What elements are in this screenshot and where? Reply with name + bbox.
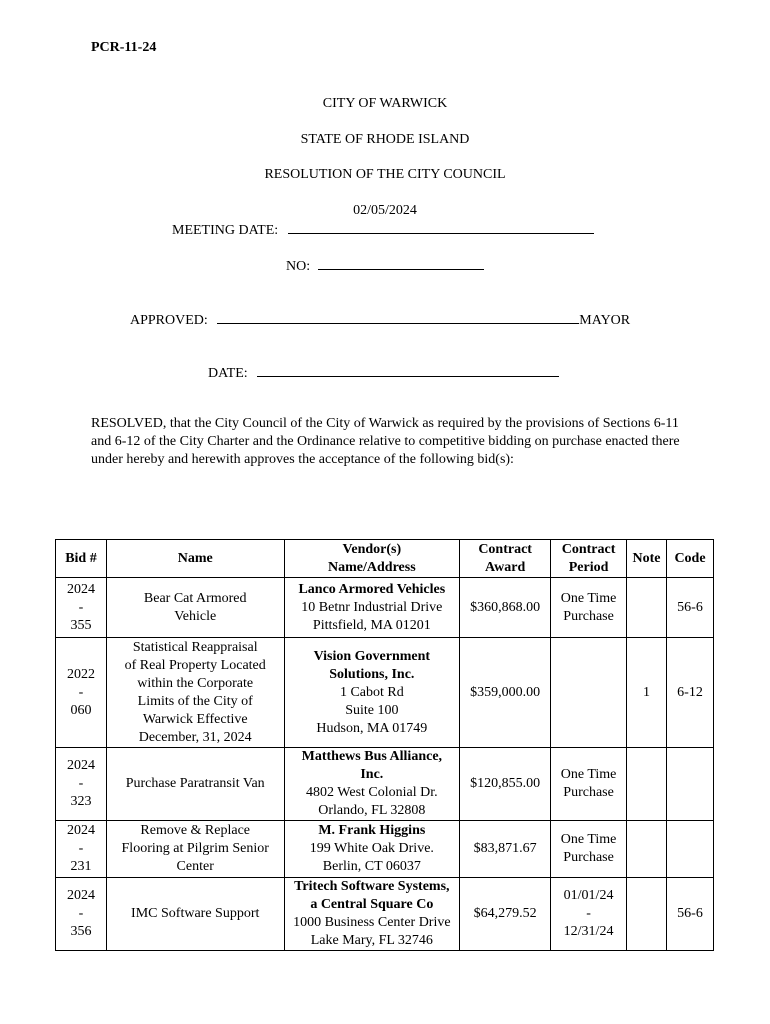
contract-award: $64,279.52 bbox=[460, 878, 551, 951]
contract-period-line: Purchase bbox=[563, 608, 614, 624]
bid-number-line: 323 bbox=[70, 794, 92, 809]
contract-award: $360,868.00 bbox=[460, 578, 551, 638]
contract-period bbox=[551, 821, 627, 878]
bid-name-line: Bear Cat Armored bbox=[143, 590, 247, 606]
header-period-line1: Contract bbox=[561, 541, 616, 557]
bid-number-line: 2024 bbox=[66, 758, 95, 773]
bid-name bbox=[106, 578, 284, 638]
bid-number-line: 2024 bbox=[66, 581, 95, 597]
bid-name bbox=[106, 878, 284, 951]
header-vendor bbox=[284, 540, 460, 578]
meeting-date-line bbox=[288, 221, 594, 234]
code-cell: 56-6 bbox=[667, 578, 714, 638]
vendor-name-line: Lanco Armored Vehicles bbox=[298, 581, 446, 597]
note-cell bbox=[627, 748, 667, 821]
vendor-address-line: Suite 100 bbox=[345, 702, 399, 718]
no-row bbox=[286, 257, 484, 275]
vendor-name-line: Inc. bbox=[360, 767, 384, 782]
bid-name-line: Limits of the City of bbox=[137, 693, 253, 709]
contract-period bbox=[551, 748, 627, 821]
vendor-cell bbox=[284, 878, 460, 951]
bid-name-line: of Real Property Located bbox=[124, 657, 266, 673]
bid-number bbox=[56, 748, 107, 821]
contract-period-line: One Time bbox=[560, 832, 617, 847]
no-line bbox=[318, 257, 484, 270]
bid-number-line: - bbox=[78, 906, 84, 921]
code-cell bbox=[667, 748, 714, 821]
bid-name-line: December, 31, 2024 bbox=[138, 729, 252, 745]
vendor-cell bbox=[284, 638, 460, 748]
bid-number bbox=[56, 638, 107, 748]
contract-period-line: Purchase bbox=[563, 850, 614, 865]
header-note: Note bbox=[627, 540, 667, 578]
date-line bbox=[257, 364, 559, 377]
bid-number bbox=[56, 878, 107, 951]
bid-name-line: Purchase Paratransit Van bbox=[125, 776, 265, 791]
state-heading: STATE OF RHODE ISLAND bbox=[300, 132, 470, 147]
note-cell bbox=[627, 578, 667, 638]
bid-name-line: IMC Software Support bbox=[131, 906, 260, 921]
bid-number-line: 231 bbox=[70, 859, 92, 874]
approved-row bbox=[130, 311, 630, 329]
bid-name-line: Center bbox=[176, 859, 214, 874]
bid-number-line: 2024 bbox=[66, 888, 95, 903]
table-row bbox=[56, 748, 714, 821]
header-name: Name bbox=[106, 540, 284, 578]
contract-award: $83,871.67 bbox=[460, 821, 551, 878]
vendor-name-line: a Central Square Co bbox=[310, 897, 434, 912]
contract-award: $120,855.00 bbox=[460, 748, 551, 821]
note-cell bbox=[627, 821, 667, 878]
bid-number-line: - bbox=[78, 599, 84, 615]
no-label: NO: bbox=[286, 259, 311, 274]
bid-name bbox=[106, 748, 284, 821]
contract-period-line: Purchase bbox=[563, 785, 614, 800]
resolution-heading: RESOLUTION OF THE CITY COUNCIL bbox=[264, 167, 506, 182]
table-row bbox=[56, 821, 714, 878]
contract-award: $359,000.00 bbox=[460, 638, 551, 748]
date-row bbox=[208, 364, 559, 382]
mayor-label: MAYOR bbox=[579, 313, 631, 328]
vendor-address-line: Pittsfield, MA 01201 bbox=[312, 617, 431, 633]
approved-line bbox=[217, 311, 579, 324]
meeting-date-value: 02/05/2024 bbox=[353, 203, 417, 218]
contract-period bbox=[551, 638, 627, 748]
vendor-address-line: 4802 West Colonial Dr. bbox=[306, 785, 438, 800]
note-cell: 1 bbox=[627, 638, 667, 748]
table-header-row bbox=[56, 540, 714, 578]
bid-name-line: Statistical Reappraisal bbox=[132, 639, 258, 655]
bid-number-line: - bbox=[78, 776, 84, 791]
vendor-name-line: Matthews Bus Alliance, bbox=[301, 749, 443, 764]
vendor-name-line: Solutions, Inc. bbox=[329, 666, 415, 682]
contract-period-line: 01/01/24 bbox=[563, 888, 614, 903]
bid-number-line: 356 bbox=[70, 924, 92, 939]
approved-label: APPROVED: bbox=[130, 313, 208, 328]
vendor-address-line: 1000 Business Center Drive bbox=[293, 915, 451, 930]
vendor-name-line: Vision Government bbox=[313, 648, 431, 664]
bids-table bbox=[55, 539, 714, 951]
vendor-cell bbox=[284, 578, 460, 638]
header-code: Code bbox=[667, 540, 714, 578]
vendor-address-line: Hudson, MA 01749 bbox=[316, 720, 428, 736]
bid-name bbox=[106, 821, 284, 878]
vendor-name-line: Tritech Software Systems, bbox=[294, 879, 450, 894]
vendor-address-line: 1 Cabot Rd bbox=[339, 684, 404, 700]
contract-period-line: One Time bbox=[560, 767, 617, 782]
header-period bbox=[551, 540, 627, 578]
contract-period-line: - bbox=[586, 906, 591, 921]
table-row bbox=[56, 878, 714, 951]
bid-name bbox=[106, 638, 284, 748]
bid-name-line: Remove & Replace bbox=[140, 823, 251, 838]
header-vendor-line2: Name/Address bbox=[328, 559, 416, 575]
bid-number-line: 2024 bbox=[66, 823, 95, 838]
table-row bbox=[56, 638, 714, 748]
code-cell: 6-12 bbox=[667, 638, 714, 748]
header-award bbox=[460, 540, 551, 578]
header-period-line2: Period bbox=[568, 559, 609, 575]
bid-name-line: Flooring at Pilgrim Senior bbox=[121, 841, 269, 856]
code-cell: 56-6 bbox=[667, 878, 714, 951]
note-cell bbox=[627, 878, 667, 951]
document-id: PCR-11-24 bbox=[91, 40, 157, 55]
table-row bbox=[56, 578, 714, 638]
bid-name-line: Vehicle bbox=[174, 608, 217, 624]
contract-period-line: One Time bbox=[560, 590, 617, 606]
resolved-paragraph: RESOLVED, that the City Council of the City of Warwick as required by the provisions of Sections 6-11 and 6-12 of the City Charter and the Ordinance relative to competitive bidding on purchase enacted there under hereby and herewith approves the acceptance of the following bid(s): bbox=[91, 416, 680, 467]
meeting-date-row bbox=[172, 221, 594, 239]
bid-number-line: 355 bbox=[70, 617, 92, 633]
vendor-address-line: 10 Betnr Industrial Drive bbox=[301, 599, 443, 615]
vendor-address-line: 199 White Oak Drive. bbox=[309, 841, 434, 856]
vendor-name-line: M. Frank Higgins bbox=[318, 823, 426, 838]
header-bid: Bid # bbox=[56, 540, 107, 578]
contract-period bbox=[551, 578, 627, 638]
vendor-cell bbox=[284, 821, 460, 878]
bid-number-line: - bbox=[78, 684, 84, 700]
bid-number-line: 060 bbox=[70, 702, 92, 718]
meeting-date-label: MEETING DATE: bbox=[172, 223, 279, 238]
bid-number-line: 2022 bbox=[66, 666, 95, 682]
contract-period bbox=[551, 878, 627, 951]
vendor-cell bbox=[284, 748, 460, 821]
header-award-line2: Award bbox=[485, 559, 526, 575]
city-heading: CITY OF WARWICK bbox=[322, 96, 448, 111]
bid-number bbox=[56, 821, 107, 878]
bid-number-line: - bbox=[78, 841, 84, 856]
header-vendor-line1: Vendor(s) bbox=[342, 541, 402, 557]
date-label: DATE: bbox=[208, 366, 248, 381]
bid-number bbox=[56, 578, 107, 638]
vendor-address-line: Berlin, CT 06037 bbox=[322, 859, 421, 874]
vendor-address-line: Lake Mary, FL 32746 bbox=[310, 933, 433, 948]
bid-name-line: Warwick Effective bbox=[142, 711, 248, 727]
header-award-line1: Contract bbox=[478, 541, 532, 557]
code-cell bbox=[667, 821, 714, 878]
bid-name-line: within the Corporate bbox=[137, 675, 254, 691]
vendor-address-line: Orlando, FL 32808 bbox=[318, 803, 426, 818]
contract-period-line: 12/31/24 bbox=[563, 924, 614, 939]
